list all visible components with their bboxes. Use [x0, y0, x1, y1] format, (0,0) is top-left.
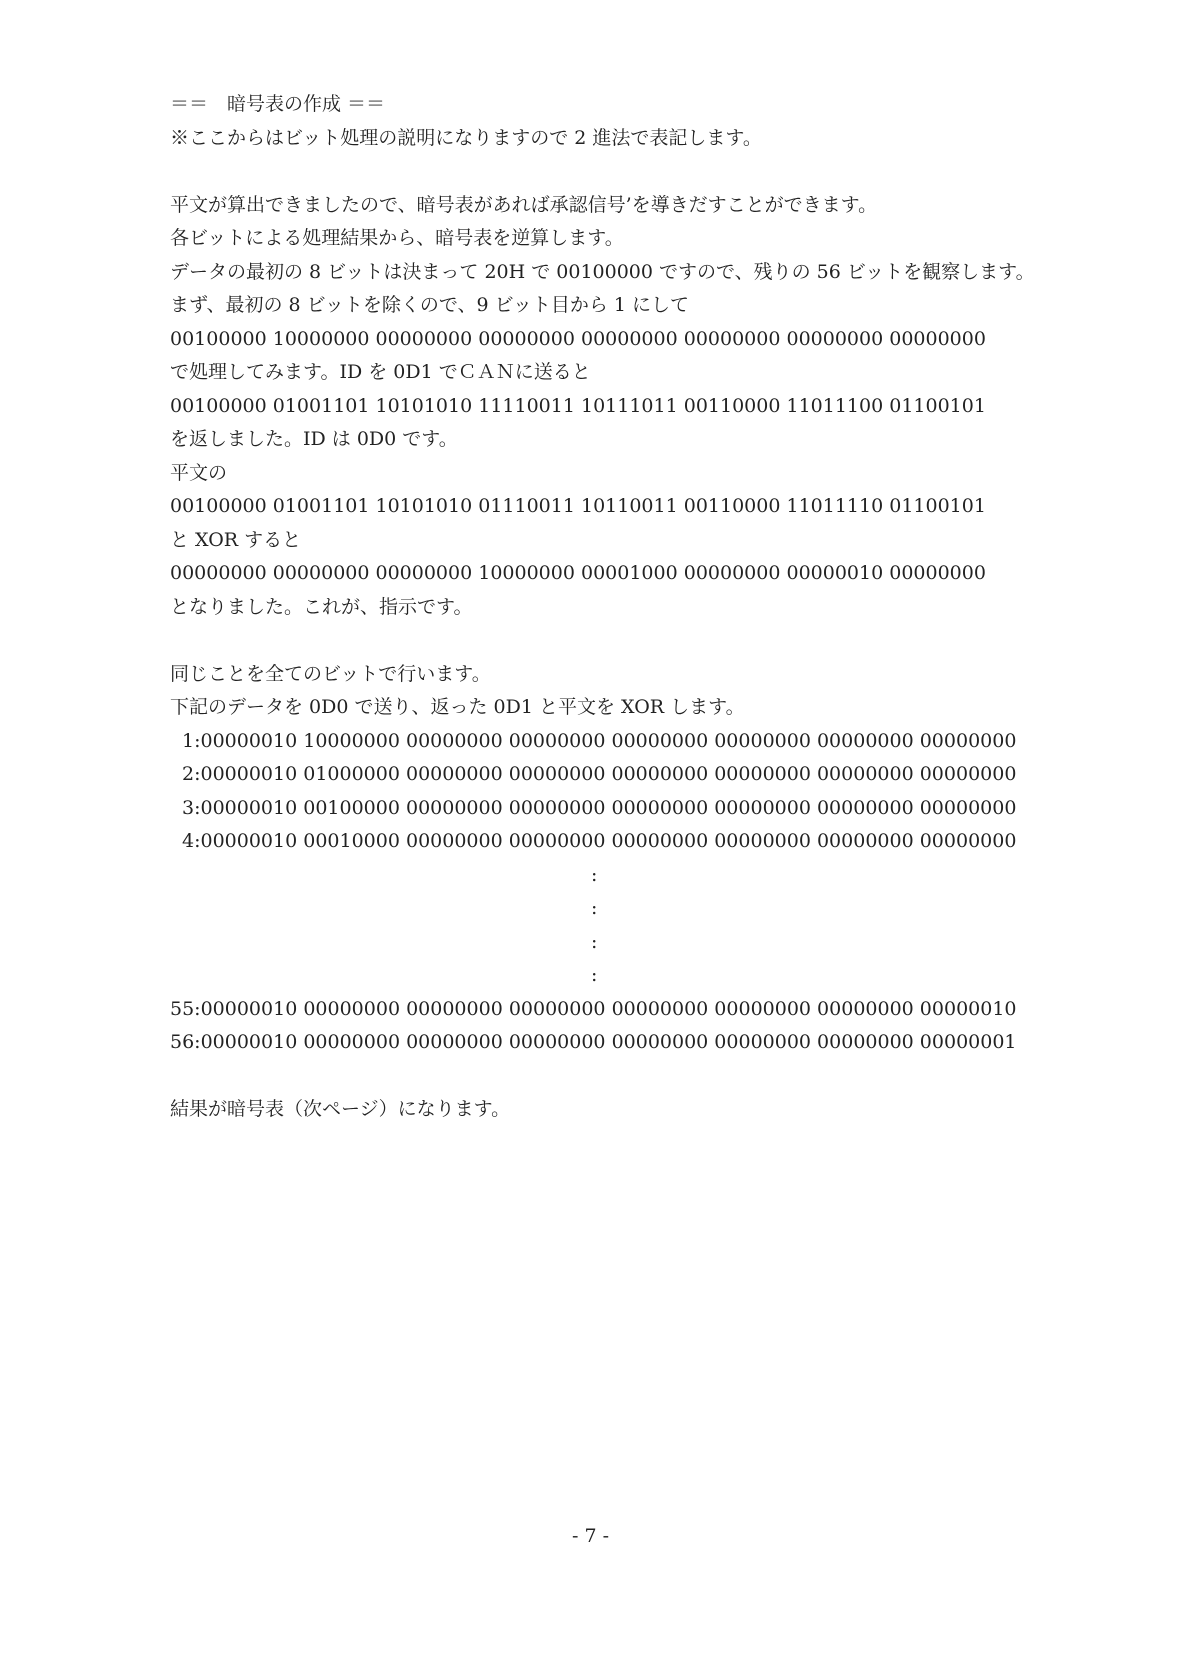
- blank-line: [170, 1060, 1050, 1094]
- binary-row-4: 4:00000010 00010000 00000000 00000000 00000000 00000000 00000000 00000000: [182, 830, 1017, 852]
- paragraph-step-1: まず、最初の 8 ビットを除くので、9 ビット目から 1 にして: [170, 294, 690, 316]
- paragraph-intro-2: 各ビットによる処理結果から、暗号表を逆算します。: [170, 227, 624, 249]
- paragraph-step-2: で処理してみます。ID を 0D1 でＣＡＮに送ると: [170, 361, 591, 383]
- paragraph-step-3: を返しました。ID は 0D0 です。: [170, 428, 458, 450]
- binary-row-56: 56:00000010 00000000 00000000 00000000 00000000 00000000 00000000 00000001: [170, 1031, 1017, 1053]
- binary-row-55: 55:00000010 00000000 00000000 00000000 00000000 00000000 00000000 00000010: [170, 997, 1017, 1020]
- ellipsis-dot: :: [591, 964, 598, 986]
- paragraph-step-4: 平文の: [170, 461, 228, 484]
- paragraph-step-6: となりました。これが、指示です。: [170, 595, 473, 618]
- binary-data-returned: 00100000 01001101 10101010 11110011 10111011 00110000 11011100 01100101: [170, 394, 986, 417]
- binary-row-1: 1:00000010 10000000 00000000 00000000 00000000 00000000 00000000 00000000: [182, 729, 1017, 752]
- binary-row-2: 2:00000010 01000000 00000000 00000000 00000000 00000000 00000000 00000000: [182, 763, 1017, 785]
- binary-row-3: 3:00000010 00100000 00000000 00000000 00000000 00000000 00000000 00000000: [182, 796, 1017, 819]
- page-body: [170, 88, 1050, 1127]
- binary-notation-note: ※ここからはビット処理の説明になりますので 2 進法で表記します。: [170, 126, 762, 149]
- ellipsis-dot: :: [591, 863, 598, 886]
- blank-line: [170, 155, 1050, 189]
- binary-data-sent: 00100000 10000000 00000000 00000000 00000000 00000000 00000000 00000000: [170, 327, 986, 350]
- section-heading: ＝＝ 暗号表の作成 ＝＝: [170, 93, 386, 115]
- binary-data-xor: 00000000 00000000 00000000 10000000 00001000 00000000 00000010 00000000: [170, 562, 986, 584]
- ellipsis-dot: :: [591, 897, 598, 919]
- paragraph-repeat-2: 下記のデータを 0D0 で送り、返った 0D1 と平文を XOR します。: [170, 696, 745, 718]
- binary-data-plaintext: 00100000 01001101 10101010 01110011 10110011 00110000 11011110 01100101: [170, 495, 986, 517]
- paragraph-repeat-1: 同じことを全てのビットで行います。: [170, 662, 491, 685]
- paragraph-conclusion: 結果が暗号表（次ページ）になります。: [170, 1098, 511, 1120]
- ellipsis-dot: :: [591, 930, 598, 953]
- paragraph-intro-3: データの最初の 8 ビットは決まって 20H で 00100000 ですので、残りの 56 ビットを観察します。: [170, 260, 1035, 283]
- paragraph-intro-1: 平文が算出できましたので、暗号表があれば承認信号’を導きだすことができます。: [170, 193, 878, 216]
- paragraph-step-5: と XOR すると: [170, 528, 302, 551]
- blank-line: [170, 624, 1050, 658]
- page-number: - 7 -: [571, 1525, 609, 1547]
